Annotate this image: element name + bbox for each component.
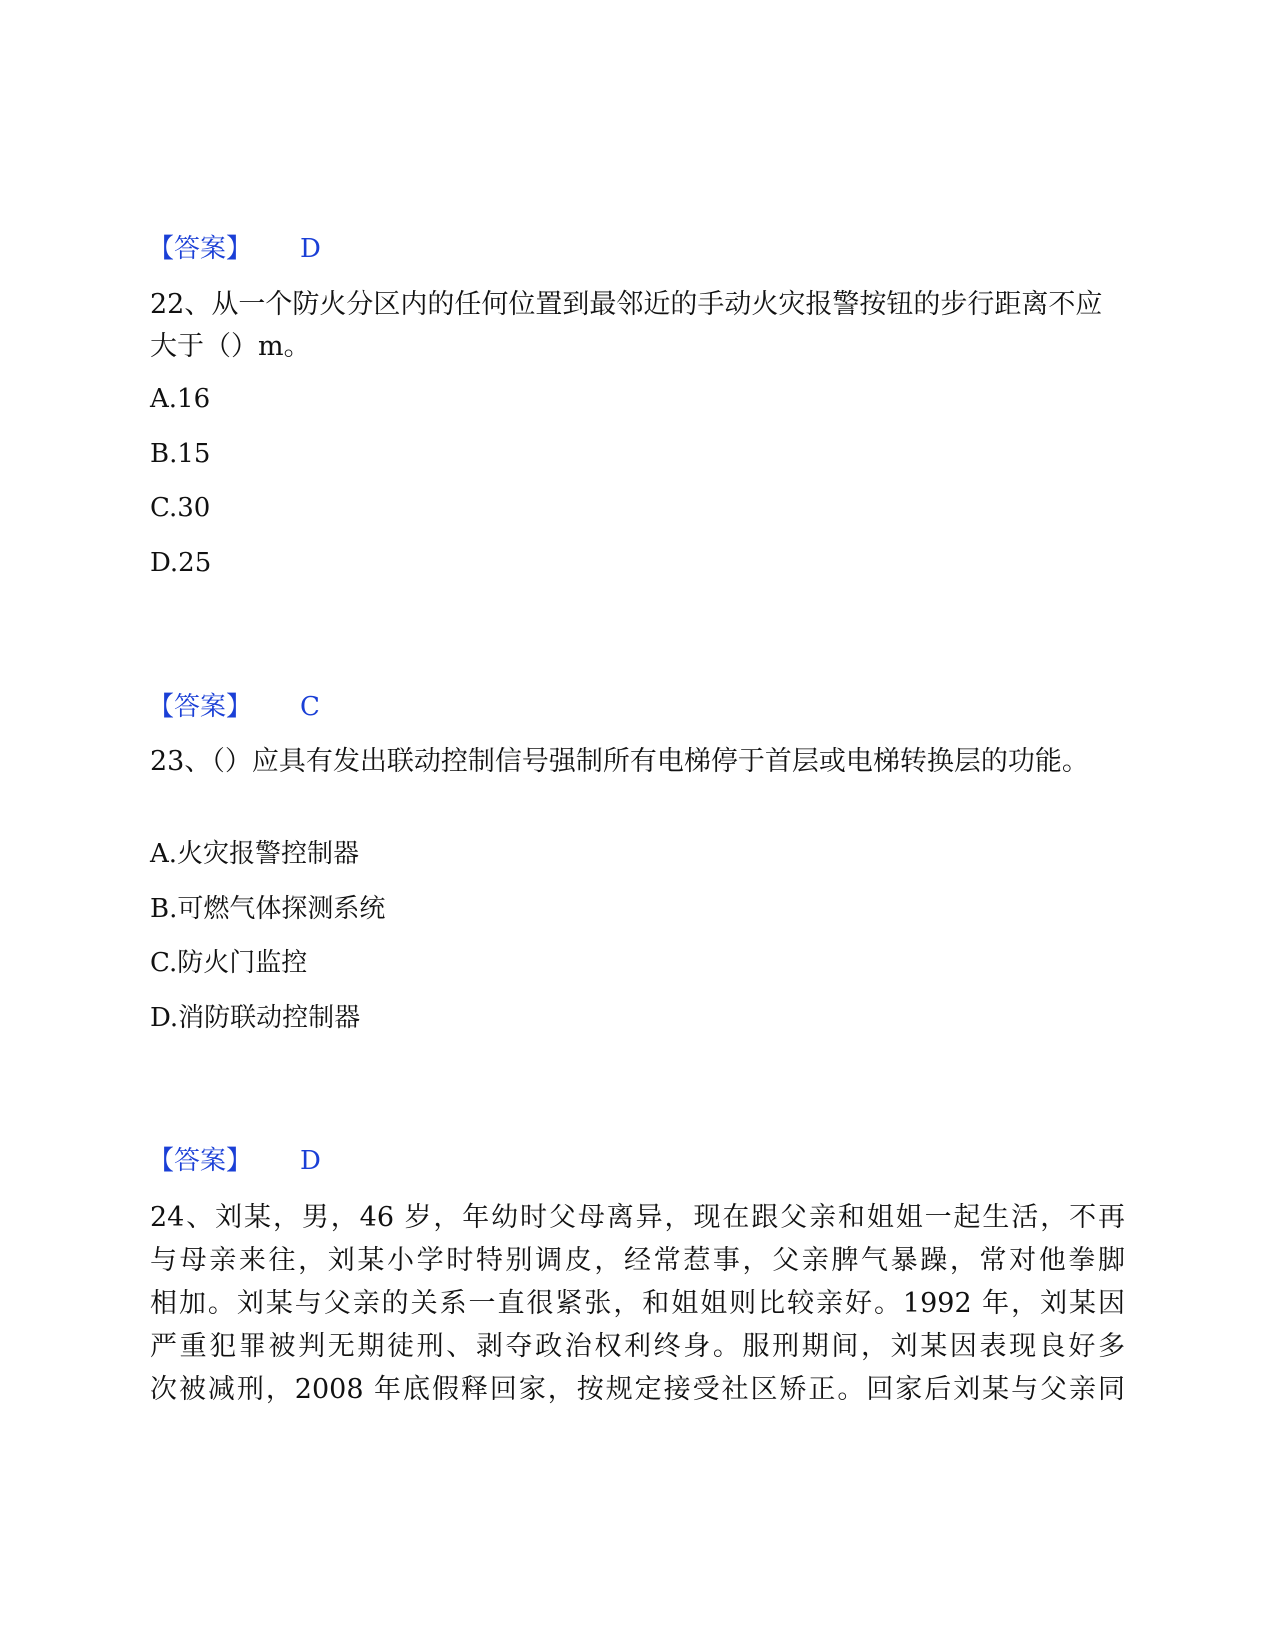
answer-label: 【答案】 — [148, 234, 253, 264]
answer-label: 【答案】 — [148, 692, 253, 722]
answer-line-21 — [148, 232, 321, 266]
answer-value: C — [300, 692, 320, 722]
answer-label: 【答案】 — [148, 1146, 253, 1176]
question-24-line-3: 相加。刘某与父亲的关系一直很紧张，和姐姐则比较亲好。1992 年，刘某因 — [150, 1288, 1125, 1319]
question-23-option-d: D.消防联动控制器 — [150, 1003, 361, 1033]
question-22-option-c: C.30 — [150, 493, 211, 523]
answer-line-22 — [148, 690, 320, 724]
question-22-option-a: A.16 — [150, 384, 211, 414]
question-24-line-5: 次被减刑，2008 年底假释回家，按规定接受社区矫正。回家后刘某与父亲同 — [150, 1374, 1125, 1405]
question-23-text: 23、（）应具有发出联动控制信号强制所有电梯停于首层或电梯转换层的功能。 — [150, 746, 1089, 777]
question-23-option-a: A.火灾报警控制器 — [150, 839, 360, 869]
question-22-text: 22、从一个防火分区内的任何位置到最邻近的手动火灾报警按钮的步行距离不应大于（）m。 — [150, 289, 1103, 362]
answer-value: D — [300, 1146, 321, 1176]
answer-value: D — [300, 234, 321, 264]
question-23-option-c: C.防火门监控 — [150, 948, 308, 978]
question-24-line-4: 严重犯罪被判无期徒刑、剥夺政治权利终身。服刑期间，刘某因表现良好多 — [150, 1331, 1125, 1362]
question-23-option-b: B.可燃气体探测系统 — [150, 894, 386, 924]
question-22-option-d: D.25 — [150, 548, 212, 578]
answer-line-23 — [148, 1144, 321, 1178]
question-24-line-2: 与母亲来往，刘某小学时特别调皮，经常惹事，父亲脾气暴躁，常对他拳脚 — [150, 1245, 1125, 1276]
question-22-option-b: B.15 — [150, 439, 211, 469]
question-24-line-1: 24、刘某，男，46 岁，年幼时父母离异，现在跟父亲和姐姐一起生活，不再 — [150, 1202, 1125, 1233]
